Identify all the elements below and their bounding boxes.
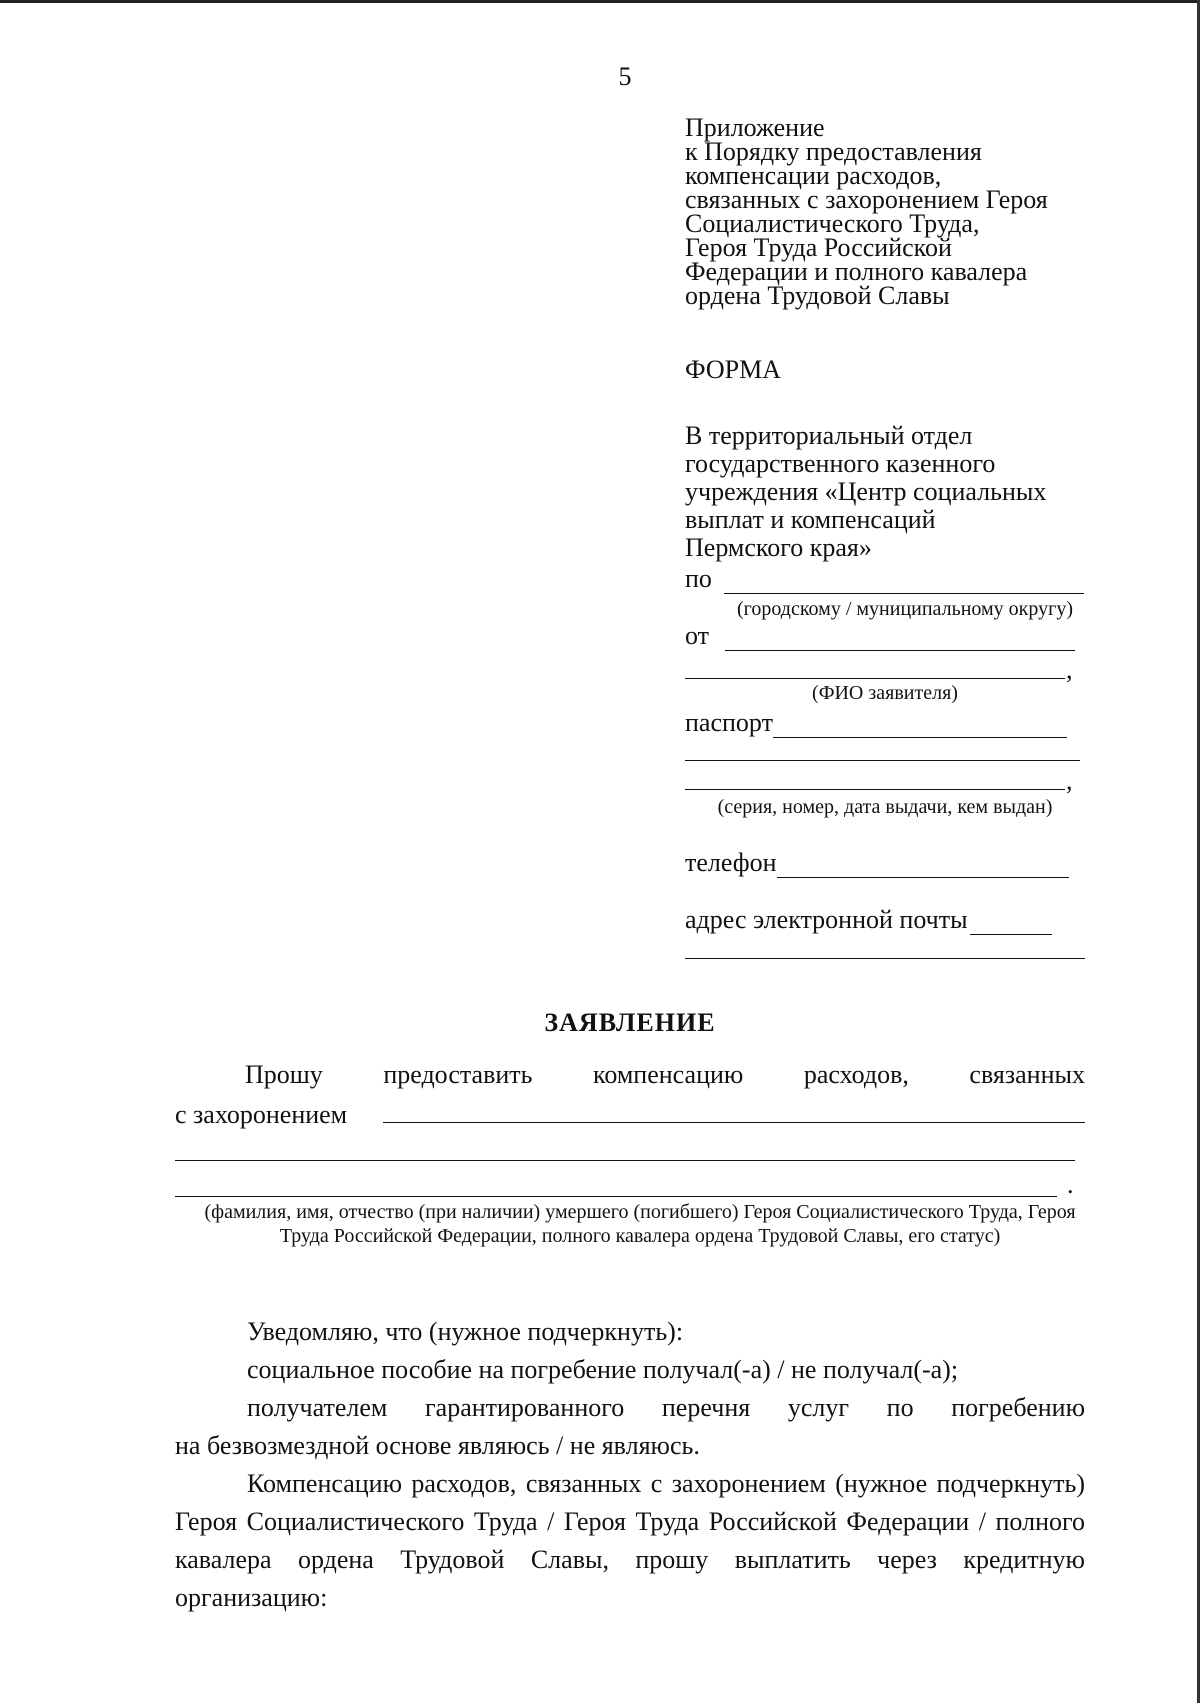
district-label: по (685, 564, 712, 593)
addressee-line: Пермского края» (685, 533, 872, 562)
compensation-paragraph: Компенсацию расходов, связанных с захоронением (нужное подчеркнуть) Героя Социалистического Труда / Героя Труда Российской Федерации / полного кавалера ордена Трудовой Славы, прошу выплатить через кредитную организацию: (175, 1469, 1085, 1612)
fio-hint: (ФИО заявителя) (812, 682, 958, 704)
period: . (1067, 1170, 1074, 1199)
applicant-input-line-2[interactable] (685, 678, 1065, 679)
deceased-input-line-2[interactable] (175, 1160, 1075, 1161)
statement-word: связанных (969, 1060, 1085, 1089)
phone-input-line[interactable] (777, 857, 1069, 878)
passport-input-line-2[interactable] (685, 760, 1080, 761)
passport-input-line-3[interactable] (685, 789, 1065, 790)
passport-input-line[interactable] (773, 717, 1067, 738)
deceased-input-line-3[interactable] (175, 1196, 1057, 1197)
passport-field-row (685, 708, 1067, 738)
form-label: ФОРМА (685, 355, 781, 384)
passport-hint: (серия, номер, дата выдачи, кем выдан) (717, 796, 1053, 818)
applicant-input-line[interactable] (725, 630, 1075, 651)
appendix-line: Федерации и полного кавалера (685, 257, 1028, 286)
appendix-line: связанных с захоронением Героя (685, 185, 1048, 214)
passport-label: паспорт (685, 708, 773, 737)
district-hint: (городскому / муниципальному округу) (737, 598, 1073, 620)
page-number: 5 (618, 62, 632, 91)
email-input-line[interactable] (970, 914, 1052, 935)
statement-word: Прошу (245, 1060, 323, 1089)
comma: , (1066, 655, 1073, 684)
recipient-paragraph-line-2: на безвозмездной основе являюсь / не являюсь. (175, 1431, 700, 1460)
addressee-line: выплат и компенсаций (685, 505, 936, 534)
addressee-line: государственного казенного (685, 449, 996, 478)
appendix-line: Социалистического Труда, (685, 209, 980, 238)
notify-paragraph: Уведомляю, что (нужное подчеркнуть): (247, 1317, 684, 1346)
statement-first-line (175, 1060, 1085, 1090)
statement-second-line: с захоронением (175, 1100, 348, 1129)
addressee-block (685, 422, 1085, 562)
appendix-line: ордена Трудовой Славы (685, 281, 950, 310)
appendix-line: Приложение (685, 113, 825, 142)
recipient-paragraph-line-1: получателем гарантированного перечня услуг по погребению (247, 1393, 1085, 1422)
phone-field-row (685, 848, 1069, 878)
statement-word: расходов, (803, 1060, 909, 1089)
deceased-input-line-1[interactable] (383, 1122, 1085, 1123)
district-input-line[interactable] (724, 573, 1084, 594)
appendix-line: Героя Труда Российской (685, 233, 952, 262)
statement-word: предоставить (383, 1060, 533, 1089)
applicant-from-label: от (685, 621, 710, 650)
email-input-line-2[interactable] (685, 958, 1085, 959)
benefit-paragraph: социальное пособие на погребение получал(-а) / не получал(-а); (247, 1355, 959, 1384)
statement-title: ЗАЯВЛЕНИЕ (544, 1008, 716, 1037)
appendix-block (685, 113, 1085, 310)
addressee-line: В территориальный отдел (685, 421, 973, 450)
statement-word: компенсацию (593, 1060, 744, 1089)
deceased-caption: (фамилия, имя, отчество (при наличии) умершего (погибшего) Героя Социалистического Труда, Героя Труда Российской Федерации, полного кавалера ордена Трудовой Славы, его статус) (204, 1201, 1076, 1247)
district-field-row (685, 564, 1084, 594)
appendix-line: к Порядку предоставления (685, 137, 982, 166)
addressee-line: учреждения «Центр социальных (685, 477, 1047, 506)
phone-label: телефон (685, 848, 777, 877)
applicant-field-row (685, 621, 1075, 651)
appendix-line: компенсации расходов, (685, 161, 942, 190)
comma: , (1066, 766, 1073, 795)
email-field-row (685, 905, 1052, 935)
email-label: адрес электронной почты (685, 905, 968, 934)
scan-edge-top (0, 0, 1200, 3)
